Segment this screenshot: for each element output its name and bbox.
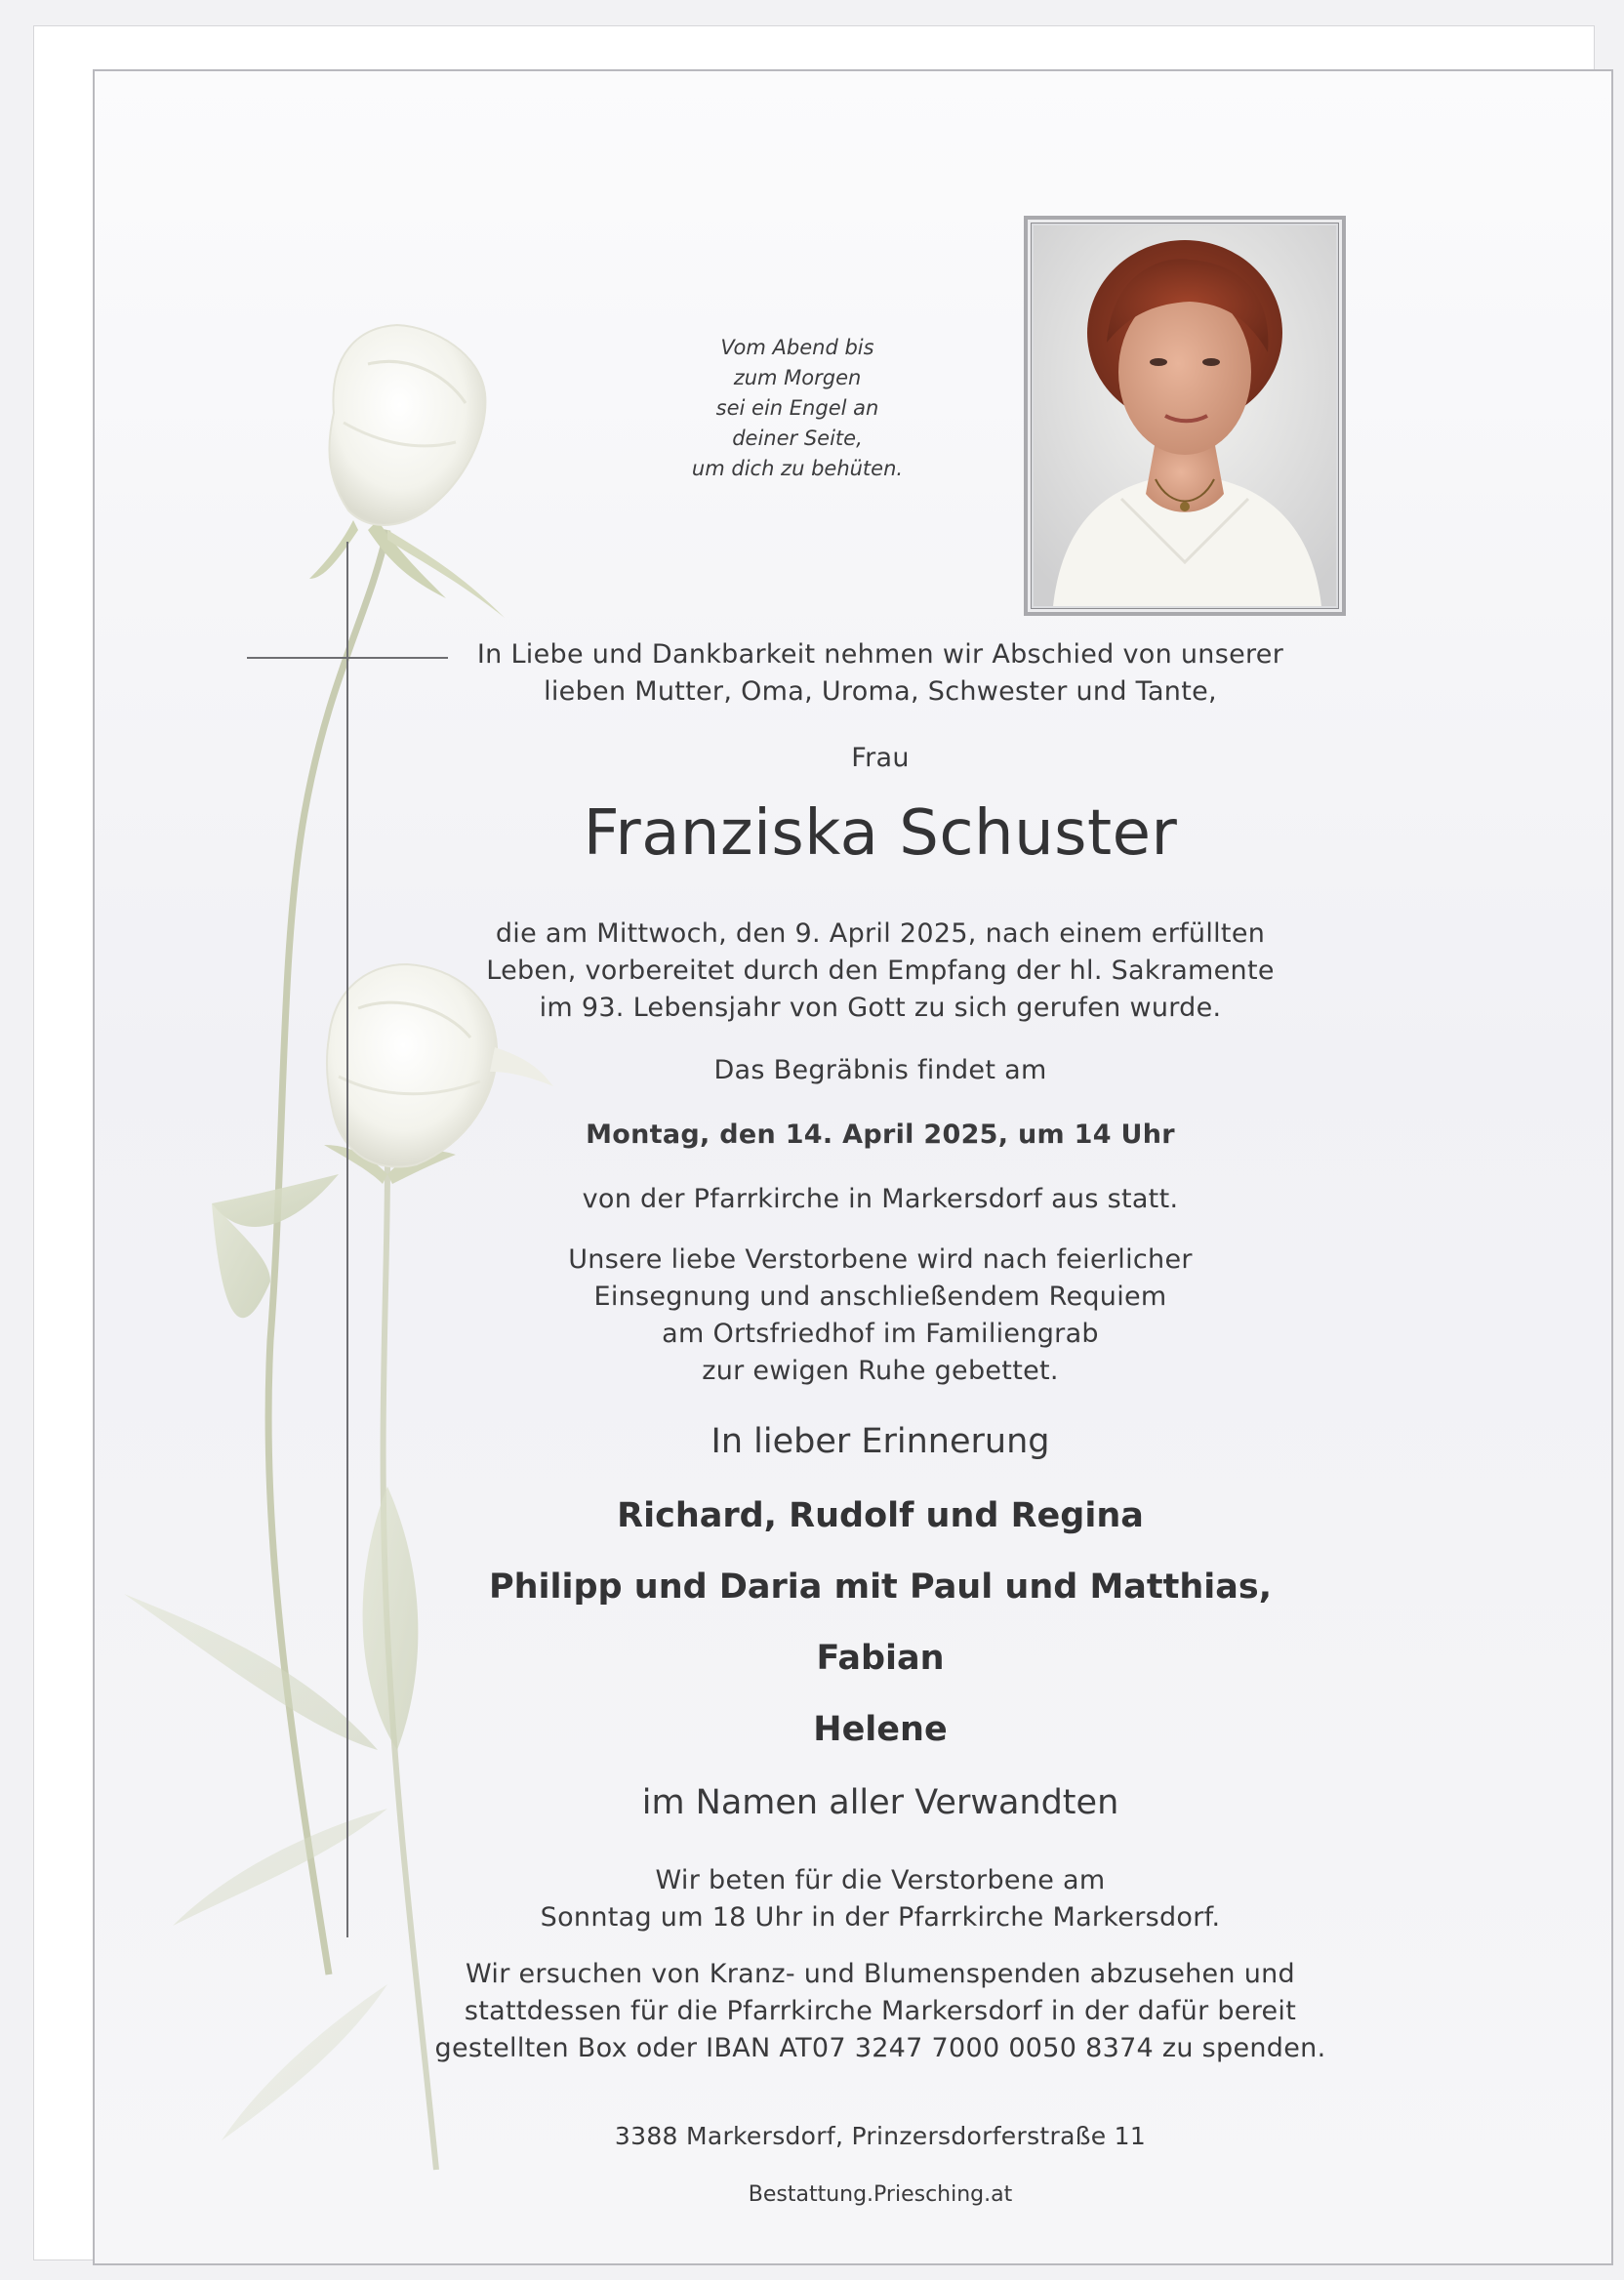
donation-line: gestellten Box oder IBAN AT07 3247 7000 0050 8374 zu spenden.: [434, 2033, 1326, 2063]
prayer-text: [312, 1862, 1448, 1936]
funeral-intro: Das Begräbnis findet am: [713, 1055, 1047, 1085]
burial-text: [312, 1242, 1448, 1390]
motto-line: sei ein Engel an: [715, 396, 879, 420]
intro-line: lieben Mutter, Oma, Uroma, Schwester und Tante,: [544, 676, 1217, 707]
motto-line: deiner Seite,: [732, 427, 863, 450]
address: 3388 Markersdorf, Prinzersdorferstraße 11: [614, 2122, 1147, 2150]
prayer-line: Sonntag um 18 Uhr in der Pfarrkirche Markersdorf.: [540, 1902, 1221, 1933]
death-notice-line: die am Mittwoch, den 9. April 2025, nach einem erfüllten: [495, 918, 1266, 949]
motto-verse: [651, 333, 944, 484]
burial-line: zur ewigen Ruhe gebettet.: [702, 1356, 1059, 1386]
mourner-line: Helene: [813, 1710, 948, 1749]
portrait-photo: [1024, 216, 1346, 616]
mourner-line: Philipp und Daria mit Paul und Matthias,: [488, 1568, 1273, 1607]
death-notice: [312, 916, 1448, 1027]
funeral-place: von der Pfarrkirche in Markersdorf aus statt.: [582, 1184, 1179, 1214]
relatives-line: im Namen aller Verwandten: [641, 1783, 1119, 1822]
portrait-image: [1034, 225, 1336, 606]
donation-text: [312, 1956, 1448, 2067]
prayer-line: Wir beten für die Verstorbene am: [655, 1865, 1106, 1895]
donation-line: stattdessen für die Pfarrkirche Markersdorf in der dafür bereit: [464, 1996, 1297, 2026]
website: Bestattung.Priesching.at: [748, 2182, 1013, 2207]
burial-line: Unsere liebe Verstorbene wird nach feierlicher: [568, 1244, 1193, 1275]
death-notice-line: im 93. Lebensjahr von Gott zu sich gerufen wurde.: [539, 993, 1222, 1023]
funeral-date: Montag, den 14. April 2025, um 14 Uhr: [586, 1120, 1175, 1150]
motto-line: Vom Abend bis: [720, 336, 874, 359]
mourner-line: Richard, Rudolf und Regina: [617, 1496, 1144, 1535]
burial-line: am Ortsfriedhof im Familiengrab: [662, 1319, 1099, 1349]
salutation: Frau: [851, 743, 910, 773]
donation-line: Wir ersuchen von Kranz- und Blumenspenden abzusehen und: [465, 1959, 1295, 1989]
death-notice-line: Leben, vorbereitet durch den Empfang der hl. Sakramente: [486, 956, 1275, 986]
intro-line: In Liebe und Dankbarkeit nehmen wir Abschied von unserer: [476, 639, 1284, 670]
deceased-name: Franziska Schuster: [583, 797, 1178, 870]
memory-heading: In lieber Erinnerung: [710, 1422, 1050, 1461]
motto-line: um dich zu behüten.: [691, 457, 904, 480]
burial-line: Einsegnung und anschließendem Requiem: [593, 1282, 1167, 1312]
motto-line: zum Morgen: [733, 366, 862, 389]
mourner-line: Fabian: [816, 1639, 945, 1678]
intro-text: [312, 636, 1448, 711]
